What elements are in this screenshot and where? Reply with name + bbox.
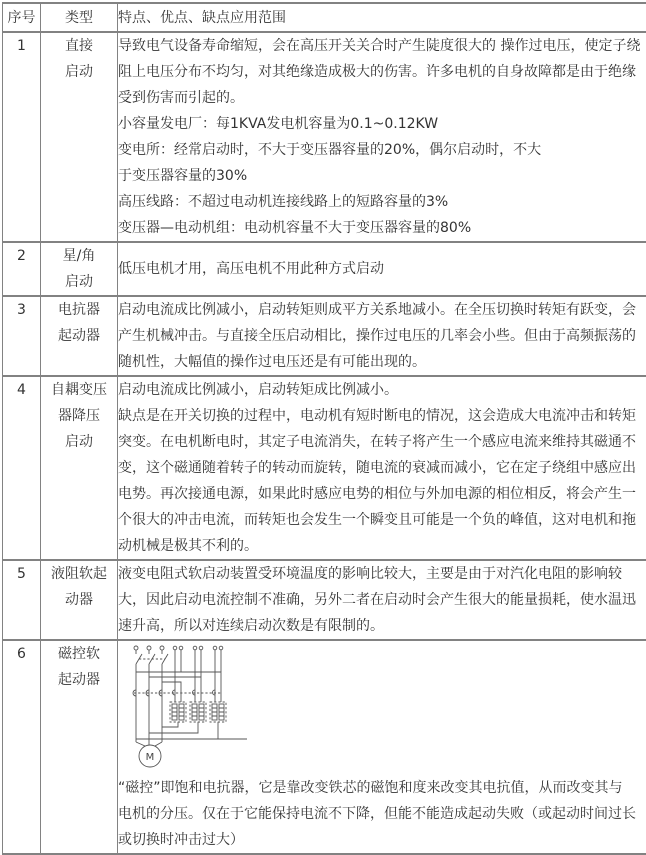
description-cell bbox=[118, 376, 646, 560]
breaker-bank-icon bbox=[136, 654, 168, 669]
desc-line: “磁控”即饱和电抗器，它是靠改变铁芯的磁饱和度来改变其电抗值，从而改变其与 bbox=[118, 775, 646, 801]
circuit-diagram-svg bbox=[130, 645, 255, 773]
type-line: 磁控软 bbox=[41, 641, 117, 667]
description-cell bbox=[118, 640, 646, 854]
saturable-reactor-icons bbox=[170, 702, 226, 722]
header-desc: 特点、优点、缺点应用范围 bbox=[118, 3, 646, 32]
desc-line: 导致电气设备寿命缩短，会在高压开关关合时产生陡度很大的 操作过电压，使定子绕 bbox=[118, 33, 646, 59]
desc-line: 电势。再次接通电源，如果此时感应电势的相位与外加电源的相位相反，将会产生一 bbox=[118, 481, 646, 507]
table-row bbox=[3, 296, 646, 376]
desc-line: 启动电流成比例减小，启动转矩则成平方关系地减小。在全压切换时转矩有跃变，会 bbox=[118, 297, 646, 323]
type-line: 启动 bbox=[41, 269, 117, 295]
desc-line: 或切换时冲击过大） bbox=[118, 827, 646, 853]
type-cell bbox=[41, 32, 118, 242]
header-type: 类型 bbox=[41, 3, 118, 32]
wiring-lower bbox=[136, 703, 247, 746]
type-cell bbox=[41, 560, 118, 640]
desc-line: 于变压器容量的30% bbox=[118, 163, 646, 189]
row-number: 1 bbox=[3, 32, 41, 242]
wiring-upper bbox=[136, 669, 221, 687]
desc-line: 个很大的冲击电流，而转矩也会发生一个瞬变且可能是一个负的峰值，这对电机和拖 bbox=[118, 507, 646, 533]
row-number: 4 bbox=[3, 376, 41, 560]
table-header-row bbox=[3, 3, 646, 32]
desc-line: 随机性，大幅值的操作过电压还是有可能出现的。 bbox=[118, 349, 646, 375]
type-line: 起动器 bbox=[41, 667, 117, 693]
desc-line: 变压器—电动机组：电动机容量不大于变压器容量的80% bbox=[118, 215, 646, 241]
type-line: 液阻软起 bbox=[41, 561, 117, 587]
description-cell bbox=[118, 242, 646, 296]
desc-line: 突变。在电机断电时，其定子电流消失，在转子将产生一个感应电流来维持其磁通不 bbox=[118, 429, 646, 455]
description-cell bbox=[118, 296, 646, 376]
type-line: 器降压 bbox=[41, 403, 117, 429]
motor-icon bbox=[139, 745, 161, 767]
desc-line: 小容量发电厂：每1KVA发电机容量为0.1~0.12KW bbox=[118, 111, 646, 137]
description-cell bbox=[118, 32, 646, 242]
supply-terminals bbox=[134, 646, 164, 654]
starter-types-table bbox=[2, 2, 646, 855]
row-number: 3 bbox=[3, 296, 41, 376]
desc-line: 产生机械冲击。与直接全压启动相比，操作过电压的几率会小些。但由于高频振荡的 bbox=[118, 323, 646, 349]
type-cell bbox=[41, 296, 118, 376]
desc-line: 启动电流成比例减小，启动转矩成比例减小。 bbox=[118, 377, 646, 403]
desc-line: 液变电阻式软启动装置受环境温度的影响比较大，主要是由于对汽化电阻的影响较 bbox=[118, 561, 646, 587]
motor-label: M bbox=[146, 752, 155, 763]
magnetic-starter-circuit-diagram bbox=[130, 645, 255, 773]
type-line: 电抗器 bbox=[41, 297, 117, 323]
desc-line: 动机械是极其不利的。 bbox=[118, 533, 646, 559]
type-line: 起动器 bbox=[41, 323, 117, 349]
desc-line: 缺点是在开关切换的过程中，电动机有短时断电的情况，这会造成大电流冲击和转矩 bbox=[118, 403, 646, 429]
type-cell bbox=[41, 242, 118, 296]
type-cell bbox=[41, 640, 118, 854]
description-cell bbox=[118, 560, 646, 640]
desc-line: 速升高，所以对连续启动次数是有限制的。 bbox=[118, 613, 646, 639]
header-no: 序号 bbox=[3, 3, 41, 32]
desc-line: 变，这个磁通随着转子的转动而旋转，随电流的衰减而减小，它在定子绕组中感应出 bbox=[118, 455, 646, 481]
type-line: 动器 bbox=[41, 587, 117, 613]
contactor-bank-icon bbox=[133, 685, 222, 703]
desc-line: 变电所：经常启动时，不大于变压器容量的20%，偶尔启动时，不大 bbox=[118, 137, 646, 163]
desc-line: 受到伤害而引起的。 bbox=[118, 85, 646, 111]
table-row bbox=[3, 640, 646, 854]
type-line: 星/角 bbox=[41, 243, 117, 269]
desc-line: 电机的分压。仅在于它能保持电流不下降，但能不能造成起动失败（或起动时间过长 bbox=[118, 801, 646, 827]
table-row bbox=[3, 32, 646, 242]
type-cell bbox=[41, 376, 118, 560]
type-line: 启动 bbox=[41, 59, 117, 85]
type-line: 自耦变压 bbox=[41, 377, 117, 403]
desc-line: 高压线路：不超过电动机连接线路上的短路容量的3% bbox=[118, 189, 646, 215]
row-number: 2 bbox=[3, 242, 41, 296]
desc-line: 低压电机才用，高压电机不用此种方式启动 bbox=[118, 256, 646, 282]
type-line: 启动 bbox=[41, 429, 117, 455]
row-number: 5 bbox=[3, 560, 41, 640]
control-terminals bbox=[173, 646, 223, 687]
table-row bbox=[3, 242, 646, 296]
type-line: 直接 bbox=[41, 33, 117, 59]
table-row bbox=[3, 376, 646, 560]
desc-line: 阻上电压分布不均匀，对其绝缘造成极大的伤害。许多电机的自身故障都是由于绝缘 bbox=[118, 59, 646, 85]
table-row bbox=[3, 560, 646, 640]
row-number: 6 bbox=[3, 640, 41, 854]
desc-line: 大，因此启动电流控制不准确，另外二者在启动时会产生很大的能量损耗，使水温迅 bbox=[118, 587, 646, 613]
